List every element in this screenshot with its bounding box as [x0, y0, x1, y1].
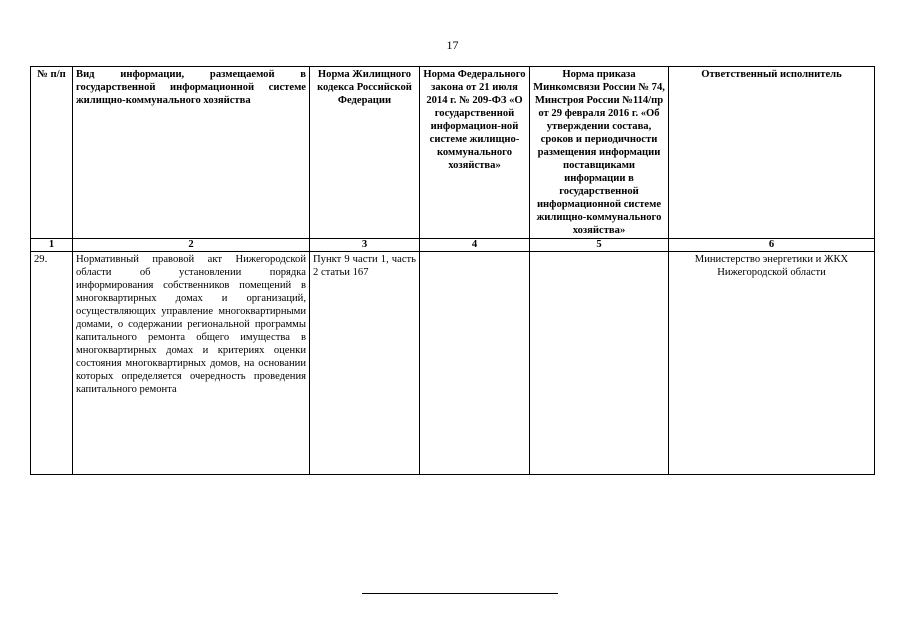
column-number: 5 [530, 239, 669, 252]
header-info-type: Вид информации, размещаемой в государственной информационной системе жилищно-коммунального хозяйства [73, 67, 310, 239]
column-number: 2 [73, 239, 310, 252]
row-info-type: Нормативный правовой акт Нижегородской области об установлении порядка информирования собственников помещений в многоквартирных домах и организаций, осуществляющих управление многоквартирными домами, о содержании региональной программы капитального ремонта общего имущества в многоквартирных домах и критериях оценки состояния многоквартирных домов, на основании которых определяется очередность проведения капитального ремонта [73, 252, 310, 475]
page-number: 17 [446, 38, 459, 52]
regulation-table [30, 66, 875, 475]
row-federal-law [420, 252, 530, 475]
column-number: 3 [310, 239, 420, 252]
column-number: 4 [420, 239, 530, 252]
table-row [31, 252, 875, 475]
row-number: 29. [31, 252, 73, 475]
header-federal-law: Норма Федерального закона от 21 июля 2014 г. № 209-ФЗ «О государственной информацион-ной системе жилищно-коммунального хозяйства» [420, 67, 530, 239]
header-number: № п/п [31, 67, 73, 239]
header-housing-code: Норма Жилищного кодекса Российской Федерации [310, 67, 420, 239]
footer-divider [362, 593, 558, 594]
column-number: 1 [31, 239, 73, 252]
row-executor: Министерство энергетики и ЖКХ Нижегородской области [669, 252, 875, 475]
header-order: Норма приказа Минкомсвязи России № 74, Минстроя России №114/пр от 29 февраля 2016 г. «Об утверждении состава, сроков и периодичности размещения информации поставщиками информации в государственной информационной системе жилищно-коммунального хозяйства» [530, 67, 669, 239]
column-number: 6 [669, 239, 875, 252]
column-number-row [31, 239, 875, 252]
row-housing-code: Пункт 9 части 1, часть 2 статьи 167 [310, 252, 420, 475]
header-executor: Ответственный исполнитель [669, 67, 875, 239]
table-header-row [31, 67, 875, 239]
row-order [530, 252, 669, 475]
